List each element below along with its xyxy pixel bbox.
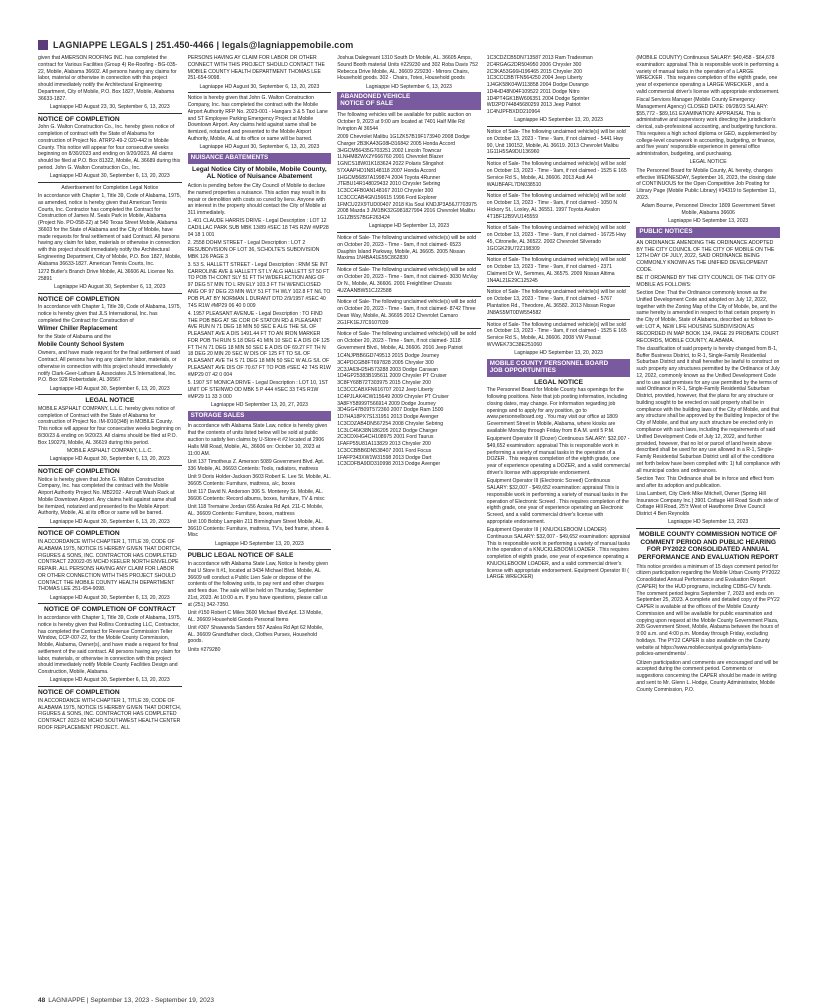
notice-paragraph: 1C4NJPBB6GD749513 2015 Dodge Journey 3C4PDCGB8FT697828 2005 Chrysler 300 2C3JA63H25H573288 2003 Dodge Caravan 1D4GP25383B195611 2009 Chrysler PT Cruiser 3C8FY68B72T303975 2015 Chrysler 200 1C3CCCABXFN616707 2012 Jeep Liberty 1C4PJLAK4CW115649 2009 Chrysler PT Cruiser 3A8FY58999T566914 2009 Dodge Journey 3D4GG47B09T572360 2007 Dodge Ram 1500 1D7HA18PX7S131951 2013 Dodge Avenger 1C3CDZAB4DN567254 2008 Chrysler Sebring 1C3LC46K38N186205 2012 Dodge Charger 2C3CDXHG4CH108975 2001 Ford Taurus 1FAFP55U81A113829 2013 Chrysler 200 1C3CCBBB6DN538407 2001 Ford Focus 1FAFP343XW1W31598 2013 Dodge Dart 1C3CDFBA9DD310998 2013 Dodge Avenger	[337, 353, 449, 468]
section-band-label: JOB OPPORTUNITIES	[489, 366, 556, 374]
publication-line: Lagniappe HD August 30, September 6, 13, 20, 2023	[49, 385, 170, 392]
notice-paragraph: The Personnel Board for Mobile County has openings for the following positions. Note that job posting information, including closing dates, may change. For information regarding job openings and to apply for any position, go to www.personnelboard.org . You may visit our office at 1809 Government Street in Mobile, Alabama, where kiosks are available Monday through Friday from 8 A.M. until 5 P.M.	[486, 387, 628, 434]
notice-paragraph: Unit 100 Bobby Lampkin 211 Birmingham Street Mobile, AL. 36610 Contents: Furniture, mattress, TV's, bed frame, shoes & Misc	[187, 518, 329, 539]
notice-paragraph: Equipment Operator III (Electronic Screed) Continuous SALARY: $32,007 - $49,652 examination: appraisal This is responsible work in performing a variety of manual tasks in the operation of Electronic Screed . This requires completion of the eighth grade, one year of experience operating an Electronic Screed, and a valid commercial driver's license with appropriate endorsement.	[486, 478, 629, 525]
publication-line: Lagniappe HD September 13, 2023	[668, 519, 749, 526]
column-4	[487, 55, 631, 993]
notice-paragraph: IN ACCORDANCE WITH CHAPTER 1, TITLE 39, CODE OF ALABAMA 1975, NOTICE IS HEREBY GIVEN THAT DORTCH, FIGURES & SONS, INC. CONTRACTOR HAS COMPLETED CONTRACT 220022-05 MCHD KEELER NORTH ENVELOPE REPAIR. ALL PERSONS HAVING ANY CLAIM FOR LABOR OR OTHER CONNECTION WITH THIS PROJECT SHOULD CONTACT THE MOBILE COUNTY HEALTH DEPARTMENT THOMAS LEE 251-654-9098.	[38, 539, 182, 593]
notice-paragraph: Citizen participation and comments are encouraged and will be accepted during the comment period. Comments or suggestions concerning the CAPER should be made in writing and sent to Mr. Glenn L. Hodge, County Administrator, Mobile County Commission, P.O.	[636, 659, 779, 693]
section-band-label: NOTICE OF SALE	[340, 100, 394, 108]
notice-paragraph: In accordance with Alabama State Law, notice is hereby given that the contents of units listed below will be sold at public auction to satisfy lien claims by U-Store-it #2 located at 2906 Halls Mill Road, Mobile, AL, 36606 on: October 10, 2023 at 11:00 AM.	[187, 423, 328, 457]
notice-divider	[188, 549, 332, 550]
notice-divider	[487, 126, 631, 127]
notice-paragraph: Equipment Operator III ( KNUCKLEBOOM LOADER) Continuous SALARY: $32,007 - $49,652 examination: appraisal This is responsible work in performing a variety of manual tasks in the operation of a KNUCKLEBOOM LOADER . This requires completion of eighth grade, one year of experience operating a KNUCKLEBOOM LOADER, and a valid commercial driver's license with appropriate endorsement. Equipment Operator III ( LARGE WRECKER)	[486, 527, 631, 581]
notice-paragraph: Notice of Sale- The following unclaimed vehicle(s) will be sold on October 20, 2023 - Time - 9am, if not claimed- 3030 McVay Dr N., Mobile, AL 36606. 2001 Freightliner Chassis 4UZAANBW51CJ22588	[337, 267, 478, 294]
notice-divider	[487, 254, 631, 255]
notice-paragraph: 4. 1957 PLEASANT AVENUE - Legal Description : TO FIND THE POB BEG AT SE COR OF STATON RD & PLEASANT AVE RUN N 71 DEG 18 MIN 50 SEC E ALG THE S/L OF PLEASANT AVE A DIS 1491.44 FT TO AN IRON MARKER FOR POB TH RUN S 18 DEG 41 MIN 10 SEC E A DIS OF 125 FT TH N 71 DEG 18 MIN 50 SEC E A DIS OF 69.27 FT TH N 18 DEG 20 MIN 20 SEC W DIS OF 125 FT TO S/L OF PLEASANT AVE TH S 71 DEG 18 MIN 50 SEC W ALG S/L OF PLEASANT AVE DIS OF 70.67 FT TO POB #SEC 42 T4S R1W #MP29 07 42 0 004	[187, 310, 331, 378]
column-5	[636, 55, 780, 993]
notice-divider	[487, 319, 631, 320]
notice-paragraph: Unit #150 Robert C Miles 3600 Michael Blvd Apt. 13 Mobile, AL. 36609 Household Goods Personal Items	[187, 609, 323, 623]
notice-paragraph: (MOBILE COUNTY) Continuous SALARY: $40,458 - $64,678 examination: appraisal This is responsible work in performing a variety of manual tasks in the operation of a LARGE WRECKER . This requires completion of the eighth grade, one year of experience operating a LARGE WRECKER , and a valid commercial driver's license with appropriate endorsement.	[636, 55, 780, 95]
notice-divider	[188, 92, 332, 93]
notice-paragraph: In accordance with Alabama State Law, Notice is hereby given that U Store It #1, located at 3434 Michael Blvd. Mobile, AL 36609 will conduct a Public Lien Sale or dispose of the contents of the following units, to pay rent and other charges and fees due. The sale will be held on Thursday, September 21st, 2023. At 10:00 a.m. If you have questions, please call us at (251) 342-7350.	[187, 561, 329, 608]
notice-paragraph: PERSONS HAVING AY CLAIM FOR LABOR OR OTHER CONNECT WITH THIS PROJECT SHOULD CONTACT THE MOBILE COUNTY HEALTH DEPARTMENT THOMAS LEE 251-654-9098.	[187, 55, 325, 82]
notice-paragraph: Action is pending before the City Council of Mobile to declare the named properties a nuisance. This action may result in its repair or demolition with costs so cured by liens. Anyone with an interest in the property should contact the City of Mobile at 311 immediately.	[187, 183, 327, 217]
notice-paragraph: This notice provides a minimum of 15 days comment period for citizen participation regarding the Mobile Urban County PY2022 Consolidated Annual Performance and Evaluation Report (CAPER) for the HUD programs, including CDBG-CV funds. The comment period begins September 7, 2023 and ends on September 25, 2023. A complete and detailed copy of the PY22 CAPER is available at the offices of the Mobile County Commission and will be available for public examination and copying upon request at the Mobile County Government Plaza, 205 Government Street, Mobile, Alabama between the hours of 9:00 a.m. and 4:00 p.m. Monday through Friday, excluding holidays. The PY22 CAPER is also available on the County website at https://www.mobilecountyal.gov/grants/plans-policies-amendments/ .	[636, 563, 780, 658]
section-band-label: PUBLIC NOTICES	[639, 227, 693, 235]
notice-paragraph: Notice is hereby given that John G. Walton Construction Company, Inc. has completed the contract with the Mobile Airport Authority RFP No. 2023-001 - Hangars 3 & 5 Taxi Lane and ST Employee Parking Emergency Project at Mobile Downtown Airport. Any claims held against same shall be itemized, notarized and presented to the Mobile Airport Authority, Mobile, AL at its office or same will be barred.	[187, 95, 328, 142]
publication-line: Lagniappe HD September 13, 2023	[668, 218, 749, 225]
notice-divider	[38, 465, 182, 466]
section-band-label: MOBILE COUNTY PERSONNEL BOARD	[489, 359, 609, 367]
publication-line: Lagniappe HD September 13, 20, 27, 2023	[210, 401, 308, 408]
notice-paragraph: Notice of Sale- The following unclaimed vehicle(s) will be sold on October 13, 2023 - Time - 9am, if not claimed - 1525 E 165 Service Rd S., Mobile, AL 36606. 2008 VW Passat WVWEK73C38E251060	[486, 321, 627, 348]
notice-heading: NOTICE OF COMPLETION OF CONTRACT	[44, 606, 176, 614]
notice-paragraph: Notice of Sale- The following unclaimed vehicle(s) will be sold on October 20, 2023 - Time - 9am, if not claimed- 6523 Dauphin Island Parkway, Mobile, AL 36605. 2005 Nissan Maxima 1N4BA41E55C862830	[337, 235, 477, 262]
notice-paragraph: Section One: That the Ordinance commonly known as the Unified Development Code and adopted on July 12, 2022, together with the Zoning Map of the City of Mobile, be, and the same hereby is amended in respect to that certain property in the City of Mobile, State of Alabama, described as follows to-wit: LOT A, NEW LIFE HOUSING SUBDIVISION AS RECORDED IN MAP BOOK 134, PAGE 29 PROBATE COURT RECORDS, MOBILE COUNTY, ALABAMA.	[636, 290, 779, 344]
section-band-label: NUISANCE ABATEMENTS	[190, 153, 269, 161]
notice-paragraph: The following vehicles will be available for public auction on October 9, 2023 at 9:00 am located at 7401 Half Mile Rd Irvington Al 36544	[337, 112, 472, 132]
notice-subheading: Mobile County School System	[38, 342, 125, 349]
notice-paragraph: Notice of Sale- The following unclaimed vehicle(s) will be sold on October 13, 2023 - Time - 9am, if not claimed - 1050 N Hickory St., Loxley, AL 36551. 1997 Toyota Avalon 4T1BF12B9VU145559	[486, 193, 626, 220]
publication-line: Lagniappe HD August 30, September 6, 13, 2023	[54, 284, 166, 291]
notice-paragraph: Fiscal Services Manager (Mobile County Emergency Management Agency) CLOSED DATE: 09/28/23 SALARY: $55,772 - $89,161 EXAMINATION: APPRAISAL This is administrative and supervisory work directing the jurisdiction's clerical, sub-professional accounting, and budgeting functions. This requires a high school diploma or GED, supplemented by college-level coursework in accounting, budgeting, or finance, and five years' responsible experience in general office administration, budgeting, and purchasing.	[636, 97, 777, 158]
notice-paragraph: Notice of Sale- The following unclaimed vehicle(s) will be sold on October 13, 2023 - Time - 9am, if not claimed - 16725 Hwy 45, Citronelle, AL 36522. 2002 Chevrolet Silverado 1GCGK29U72Z198309	[486, 225, 627, 252]
notice-heading: LEGAL NOTICE	[534, 378, 584, 386]
notice-paragraph: Notice of Sale- The following unclaimed vehicle(s) will be sold on October 13, 2023 - Time - 9am, if not claimed - 1525 E 165 Service Rd S., Mobile, AL 36606. 2013 Audi A4 WAUBFAFL7DN038510	[486, 161, 627, 188]
notice-paragraph: 1. 401 CLAUDE HARRIS DRIVE - Legal Description : LOT 12 CADILLAC PARK SUB MBK 13/89 #SEC 18 T4S R2W #MP28 04 18 1 001	[187, 218, 329, 238]
column-2	[188, 55, 332, 993]
notice-divider	[38, 182, 182, 183]
notice-divider	[38, 527, 182, 528]
notice-divider	[38, 603, 182, 604]
notice-paragraph: Unit 118 Tremaine Jordan 656 Azalea Rd Apt. 211-C Mobile, AL. 36609 Contents: Furniture, boxes, mattress	[187, 503, 324, 517]
notice-paragraph: Joshua Dalegreant 1310 South Dr Mobile, AL. 36605 Amps, Sound Booth material Units #229230 and 302 Roba Davis 752 Rebecca Drive Mobile, AL. 36609 229230 - Mirrors Chairs, Household goods. 302 - Chairs, Totes, Household goods	[337, 55, 478, 82]
page-number: 48	[38, 996, 46, 1004]
publication-line: Lagniappe HD August 30, September 6, 13, 20, 2023	[199, 144, 320, 151]
notice-paragraph: In accordance with Chapter 1, Title 39, Code of Alabama, 1975, as amended, notice is hereby given that American Tennis Courts, Inc. Contractor has completed the Contract for Construction of James M. Seals Park in Mobile, Alabama (Project No. PO-058-22) at 540 Texas Street Mobile, Alabama 36603 for the State of Alabama and the City of Mobile, have made requests for final settlement of said Contract. All persons having any claim for labor, materials or otherwise in connection with this project should immediately notify the Architectural Engineering Department, City of Mobile, P.O. Box 1827, Mobile, Alabama 36633-1827. American Tennis Courts, Inc.	[38, 193, 182, 267]
notice-paragraph: Lisa Lambert, City Clerk Mike Mitchell, Owner (Spring Hill Insurance Company Inc.) 3901 Cottage Hill Road South side of Cottage Hill Road, 25'± West of Hawthorne Drive Council District 4 Ben Reynolds	[636, 490, 779, 518]
page-header	[38, 38, 780, 51]
header-title: LAGNIAPPE LEGALS | 251.450-4466 | legals@lagniappemobile.com	[53, 39, 354, 50]
notice-divider	[487, 190, 631, 191]
notice-divider	[337, 232, 481, 233]
notice-paragraph: IN ACCORDANCE WITH CHAPTER 1, TITLE 39, CODE OF ALABAMA 1975, NOTICE IS HEREBY GIVEN THAT DORTCH, FIGURES & SONS, INC. CONTRACTOR HAS COMPLETED CONTRACT 2023-02 MCHD SOUTHWEST HEALTH CENTER ROOF REPLACEMENT PROJECT.. ALL	[38, 697, 182, 731]
notice-heading: NOTICE OF COMPLETION	[38, 115, 120, 123]
notice-paragraph: MOBILE ASPHALT COMPANY, L.L.C. hereby gives notice of completion of Contract with the State of Alabama for construction of Project No. IM-I010(348) in MOBILE County. This notice will appear for four consecutive weeks beginning on 8/30/23 & ending on 9/20/23. All claims should be filed at P.O. Box 190279, Mobile, AL 36619 during this period.	[38, 405, 181, 446]
publication-line: Lagniappe HD August 30, September 6, 13, 20, 2023	[199, 83, 320, 90]
publication-line: Lagniappe HD August 30, September 6, 13, 20, 2023	[49, 173, 170, 180]
notice-heading: PUBLIC LEGAL NOTICE OF SALE	[187, 552, 294, 560]
notice-divider	[38, 686, 182, 687]
notice-paragraph: Notice of Sale- The following unclaimed vehicle(s) will be sold on October 13, 2023 - Time - 9am, if not claimed - 2371 Claiment Dr W., Semmes, AL 36575. 2009 Nissan Altima 1N4AL21E29C125245	[486, 257, 626, 284]
notice-paragraph: 5. 1907 ST MONICA DRIVE - Legal Description : LOT 10, 1ST UNIT OF STEINWD OD MBK 5 P 444 #SEC 33 T4S R1W #MP29 11 33 3 000	[187, 379, 329, 400]
notice-paragraph: Notice is hereby given that John G. Walton Construction Company, Inc. has completed the contract with the Mobile Airport Authority Project No. MB2202 - Aircraft Wash Rack at Mobile Downtown Airport. Any claims held against same shall be itemized, notarized and presented to the Mobile Airport Authority, Mobile, AL at its office or same will be barred.	[38, 476, 177, 517]
notice-paragraph: Equipment Operator III (Dozer) Continuous SALARY: $32,007 - $49,652 examination: appraisal This is responsible work in performing a variety of manual tasks in the operation of a DOZER . This requires completion of the eighth grade, one year of experience operating a DOZER, and a valid commercial driver's license with appropriate endorsement.	[486, 436, 630, 476]
notice-divider	[337, 296, 481, 297]
notice-centered-text: Adam Bourne, Personnel Director 1809 Government Street Mobile, Alabama 36606	[641, 203, 775, 216]
notice-heading: NOTICE OF COMPLETION	[38, 530, 120, 538]
notice-title: MOBILE COUNTY COMMISSION NOTICE OF COMMENT PERIOD AND PUBLIC HEARING FOR PY2022 CONSOLIDATED ANNUAL PERFORMANCE AND EVALUATION REPORT	[637, 531, 779, 561]
notice-heading: NOTICE OF COMPLETION	[38, 295, 120, 303]
publication-line: Lagniappe HD August 23, 30, September 6, 13, 2023	[49, 103, 170, 110]
notice-paragraph: 1C3CDZCB5DN713587 2013 Ram Tradesman 2C4RGAG2DR504950 2006 Chrysler 300 2C3KA53G66H196465 2015 Chrysler 200 1C3CCCBB7FN564250 2004 Jeep Liberty 1J4GK58K04W113858 2004 Dodge Durango 1D4HD48N04F109522 2011 Dodge Nitro 1D4PT4GK1BW606351 2004 Dodge Sprinter WD2PD744845680259 2013 Jeep Patriot 1C4NJPFBXDD210964	[486, 55, 593, 116]
notice-centered-text: LEGAL NOTICE	[689, 159, 727, 166]
notice-divider	[38, 394, 182, 395]
header-square-icon	[38, 40, 48, 50]
notice-divider	[636, 528, 780, 529]
section-band	[188, 153, 332, 164]
notice-paragraph: In accordance with Chapter 1, Title 39, Code of Alabama, 1975, notice is hereby given that Rollins Contracting LLC, Contractor, has completed the Contract for Revenue Commission Teller Window, CCP-007-22, for the Mobile County Commission, Mobile, Alabama, Owner(s), and have made a request for final settlement of the said contract. All persons having any claim for labor, materials, or otherwise in connection with this project should immediately notify Mobile County Facilities Design and Construction, Mobile, Alabama.	[38, 615, 181, 676]
column-3	[337, 55, 481, 993]
publication-line: Lagniappe HD September 13, 20, 2023	[215, 540, 304, 547]
section-band	[487, 359, 631, 377]
section-band	[188, 411, 332, 422]
section-band-label: ABANDONED VEHICLE	[340, 93, 411, 101]
notice-subheading: Wilmer Chiller Replacement	[38, 326, 118, 333]
column-1	[38, 55, 182, 993]
notice-divider	[337, 264, 481, 265]
publication-line: Lagniappe HD September 6, 13, 2023	[366, 83, 452, 90]
notice-paragraph: 2009 Chevrolet Malibu 1G1ZK57B19F173940 2008 Dodge Charger 2B3KA43G08H316842 2005 Honda Accord 3HGCM56435G703251 2002 Lincoln Towncar 1LNHM82WX2Y666760 2001 Chevrolet Blazer 1GNCS18W01K183624 2022 Polaris Slingshot 57XAAPHD1N8148118 2007 Honda Accord 1HGCM56897A199874 2004 Toyota 4Runner JTEBU14R148029432 2010 Chrysler Sebring 1C3CC4FB0AN148167 2010 Chrysler 300 1C3CCCAB4GN156615 1996 Ford Explorer 1FMCU22X9TUD00407 2018 Kia Soul KNDJP3A56J7703975 2008 Mazda 3 JM1BK32G981827994 2016 Chevrolet Malibu 1G1ZB5S7BGF263424	[337, 133, 477, 222]
section-band	[337, 92, 481, 110]
publication-line: Lagniappe HD August 30, September 6, 13, 20, 2023	[49, 456, 170, 463]
notice-paragraph: 3. 53 S. HALLETT STREET - Legal Description : RNM SE INT CARROLINE AVE & HALLETT ST LY ALG HALLETT ST 50 FT TO POB TH CONT SLY 51 FT TH W/DEFLECTION ANG OF 97 DEG 57 MIN TO L RN ELY 103.3 FT TH W/ENCLOSED ANG OF 97 DEG 23 MIN WLY 51 FT TH WLY 102.8 FT N/L TO POB PLAT BY NORMAN L DURANT DTD 2/9/1957 #SEC 40 T4S R1W #MP29 06 40 0 009	[187, 261, 331, 309]
notice-paragraph: Notice of Sale- The following unclaimed vehicle(s) will be sold on October 13, 2023 - Time - 9am, if not claimed - 5441 Hwy 90, Unit 190152, Mobile, AL 36619. 2013 Chevrolet Malibu 1G11H5SA9DU136960	[486, 129, 626, 156]
notice-paragraph: Owners, and have made request for the final settlement of said Contract. All persons hav ing any claim for labor, materials, or otherwise in connection with this project should immediately notify Clark-Geer-Latham & Associates JLS International, Inc. P.O. Box 928 Robertsdale, AL 36567	[38, 350, 180, 384]
notice-paragraph: 2. 2558 DOHM STREET - Legal Description : LOT 2 RESUBDIVISION OF LOT 36, SCHOLTE'S SUBDIVISION MBK 126 PAGE 3	[187, 240, 320, 260]
notice-paragraph: In accordance with Chapter 1, Title 39, Code of Alabama, 1975, notice is hereby given that JLS International, Inc. has completed the Contract for Construction of	[38, 304, 181, 324]
notice-paragraph: Notice of Sale- The following unclaimed vehicle(s) will be sold on October 20, 2023 - Time - 9am, if not claimed- 8742 Three Dean Way, Mobile, AL 36695 2012 Chevrolet Camaro 2G1FK1EJ7C9107039	[337, 299, 477, 326]
notice-divider	[487, 222, 631, 223]
notice-divider	[337, 328, 481, 329]
notice-title: Legal Notice City of Mobile, Mobile County, AL Notice of Nuisance Abatement	[192, 165, 327, 181]
notice-centered-text: MOBILE ASPHALT COMPANY, L.L.C.	[66, 448, 153, 454]
notice-paragraph: 1272 Butler's Branch Drive Mobile, AL 36606 AL License No. 25891	[38, 269, 175, 282]
notice-heading: LEGAL NOTICE	[85, 397, 135, 405]
notice-paragraph: Units #279280	[187, 646, 221, 653]
notice-paragraph: for the State of Alabama and the	[38, 334, 112, 341]
publication-line: Lagniappe HD August 30, September 6, 13, 20, 2023	[49, 594, 170, 601]
page-footer	[38, 995, 214, 1005]
footer-text: LAGNIAPPE | September 13, 2023 - September 19, 2023	[48, 996, 214, 1004]
notice-paragraph: Section Two: This Ordinance shall be in force and effect from and after its adoption and publication.	[636, 475, 774, 489]
publication-line: Lagniappe HD August 30, September 6, 13, 20, 2023	[49, 677, 170, 684]
notice-paragraph: Unit 137 Timotheus Z. Amerson 5089 Government Blvd. Apt. 336 Mobile, AL 36693 Contents: Tools, radiators, mattress	[187, 458, 325, 472]
notice-divider	[487, 286, 631, 287]
notice-paragraph: AN ORDINANCE AMENDING THE ORDINANCE ADOPTED BY THE CITY COUNCIL OF THE CITY OF MOBILE ON THE 12TH DAY OF JULY, 2022, SAID ORDINANCE BEING COMMONLY KNOWN AS THE UNIFIED DEVELOPMENT CODE.	[636, 239, 775, 273]
notice-paragraph: Notice of Sale- The following unclaimed vehicle(s) will be sold on October 13, 2023 - Time - 9am, if not claimed - 5767 Plantation Rd., Theodore, AL 36582. 2013 Nissan Rogue JN8AS5MT0DW554582	[486, 289, 626, 316]
publication-line: Lagniappe HD September 13, 2023	[368, 223, 450, 230]
notice-paragraph: given that AMERSON ROOFING INC. has completed the contract for Various Facilities (Group 4) Re-Roofing - BG-035-22, Mobile, Alabama 36602. All persons having any claims for labor, material or otherwise in connection with this project should immediately notify the Architectural Engineering Department, City of Mobile, P.O. Box 1827, Mobile, Alabama 36633-1827.	[38, 55, 178, 102]
legal-columns	[38, 55, 780, 993]
notice-heading: NOTICE OF COMPLETION	[38, 689, 120, 697]
notice-paragraph: Unit #307 Shawanda Sanders 557 Azalea Rd Apt 62 Mobile, AL. 36609 Grandfather clock, Clothes Purses, Household goods.	[187, 624, 324, 645]
notice-divider	[38, 113, 182, 114]
publication-line: Lagniappe HD September 13, 20, 2023	[514, 117, 603, 124]
notice-paragraph: Unit 9 Doris Holder-Jackson 3603 Robert E. Lee St. Mobile, AL. 36605 Contents: Furniture, mattress, a/c, boxes	[187, 473, 331, 487]
notice-paragraph: John G. Walton Construction Co., Inc. hereby gives notice of completion of contract with the State of Alabama for construction of Project No. ATRP2-49-2 020-442 in Mobile County. This notice will appear for four consecutive weeks beginning on 8/30/2023 and ending on 9/20/2023. All claims should be filed at P.O. Box 81322, Mobile, AL 36689 during this period. John G. Walton Construction Co., Inc.	[38, 124, 181, 171]
notice-paragraph: Notice of Sale- The following unclaimed vehicle(s) will be sold on October 20, 2023 - Time - 9am, if not claimed- 3118 Government Blvd., Mobile, AL 36606. 2016 Jeep Patriot	[337, 331, 477, 351]
notice-centered-text: Advertisement for Completion Legal Notice	[61, 184, 159, 191]
section-band-label: STORAGE SALES	[190, 411, 245, 419]
notice-paragraph: The classification of said property is hereby changed from B-1, Buffer Business District, to R-1, Single-Family Residential Suburban District and it shall hereafter be lawful to construct on such property any structures permitted by the Ordinance of July 12, 2022, commonly known as the Unified Development Code and to use said premises for any use permitted by the terms of said Ordinance in R-1, Single-Family Residential Suburban District, provided, however, that the plans for any structure or building sought to be erected on said property shall be in compliance with the building laws of the City of Mobile, and that any structure shall be approved by the Building Inspector of the City of Mobile, and that any such structure be erected only in compliance with such laws, including the requirements of said Unified Development Code of July 12, 2022, and further provided, however, that no lot or parcel of land herein above described shall be used for any use allowed in a R-1, Single-Family Residential Suburban District until all of the conditions set forth below have been complied with: 1) full compliance with all municipal codes and ordinances.	[636, 345, 780, 474]
notice-paragraph: BE IT ORDAINED BY THE CITY COUNCIL OF THE CITY OF MOBILE AS FOLLOWS:	[636, 275, 776, 288]
notice-paragraph: Unit 117 David N. Anderson 306 S. Monterey St. Mobile, AL. 36606 Contents: Record albums, boxes, furniture, TV & misc	[187, 488, 325, 502]
notice-divider	[487, 158, 631, 159]
notice-divider	[38, 293, 182, 294]
section-band	[636, 227, 780, 238]
notice-heading: NOTICE OF COMPLETION	[38, 468, 120, 476]
notice-paragraph: The Personnel Board for Mobile County, AL hereby, changes effective WEDNESDAY, September 16, 2023, the closing date of CONTINUOUS for the Open Competitive Job Posting for Library Page (Mobile Public Library) #34319 to September 11, 2023.	[636, 167, 776, 201]
publication-line: Lagniappe HD August 30, September 6, 13, 20, 2023	[49, 518, 170, 525]
publication-line: Lagniappe HD September 13, 20, 2023	[514, 350, 603, 357]
